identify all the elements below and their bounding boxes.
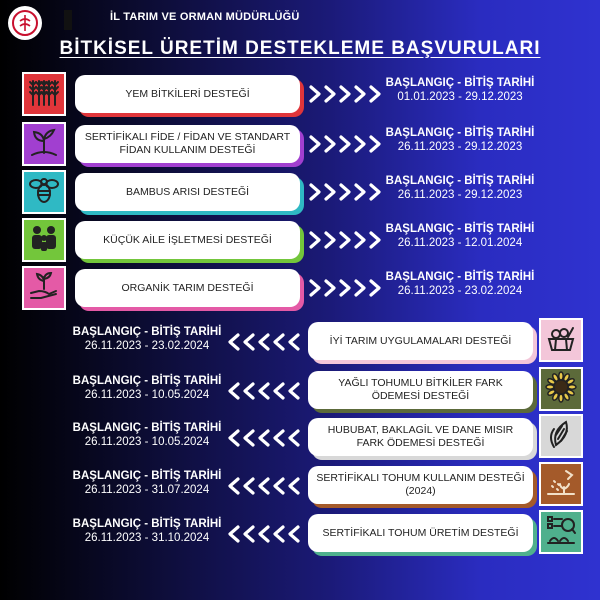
chevron-left-icon [227,428,241,453]
date-range-value: 01.01.2023 - 29.12.2023 [397,91,523,103]
date-range-label: BAŞLANGIÇ - BİTİŞ TARİHİ [72,326,222,338]
date-range-value: 26.11.2023 - 23.02.2024 [84,340,210,352]
support-label: YEM BİTKİLERİ DESTEĞİ [75,75,300,113]
date-range-value: 26.11.2023 - 29.12.2023 [397,189,523,201]
chevrons-right [308,134,382,159]
chevrons-left [227,524,301,549]
support-dates [72,469,222,497]
chevron-left-icon [257,428,271,453]
chevrons-right [308,278,382,303]
seed-checklist-icon [544,513,578,552]
bee-icon [27,173,61,212]
date-range-label: BAŞLANGIÇ - BİTİŞ TARİHİ [385,223,535,235]
chevron-left-icon [227,524,241,549]
support-icon-box [22,218,66,262]
chevrons-right [308,84,382,109]
chevron-left-icon [257,524,271,549]
flag-icon [64,10,72,30]
support-icon-box [539,318,583,362]
chevron-right-icon [323,134,337,159]
chevron-left-icon [227,332,241,357]
support-dates [72,517,222,545]
support-label: YAĞLI TOHUMLU BİTKİLER FARK ÖDEMESİ DESTEĞİ [308,371,533,409]
chevron-left-icon [257,332,271,357]
chevrons-right [308,230,382,255]
chevron-right-icon [308,230,322,255]
date-range-label: BAŞLANGIÇ - BİTİŞ TARİHİ [72,422,222,434]
seedling-icon [27,125,61,164]
chevron-right-icon [353,278,367,303]
chevron-right-icon [323,182,337,207]
hand-plant-icon [27,269,61,308]
chevrons-left [227,332,301,357]
chevron-left-icon [242,524,256,549]
support-label: KÜÇÜK AİLE İŞLETMESİ DESTEĞİ [75,221,300,259]
support-dates [72,421,222,449]
date-range-label: BAŞLANGIÇ - BİTİŞ TARİHİ [385,77,535,89]
chevron-right-icon [338,84,352,109]
chevron-left-icon [242,332,256,357]
date-range-value: 26.11.2023 - 10.05.2024 [84,436,210,448]
support-icon-box [22,122,66,166]
support-icon-box [539,462,583,506]
chevron-right-icon [323,84,337,109]
chevron-right-icon [308,134,322,159]
chevron-right-icon [338,134,352,159]
chevrons-left [227,428,301,453]
support-dates [385,270,535,298]
date-range-value: 26.11.2023 - 31.10.2024 [84,532,210,544]
date-range-label: BAŞLANGIÇ - BİTİŞ TARİHİ [72,518,222,530]
support-dates [385,76,535,104]
chevron-right-icon [323,230,337,255]
chevron-right-icon [308,84,322,109]
chevron-right-icon [338,182,352,207]
date-range-value: 26.11.2023 - 31.07.2024 [84,484,210,496]
support-dates [72,325,222,353]
chevron-right-icon [368,182,382,207]
chevron-left-icon [257,476,271,501]
date-range-value: 26.11.2023 - 29.12.2023 [397,141,523,153]
sowing-icon [544,465,578,504]
support-icon-box [539,414,583,458]
chevrons-left [227,476,301,501]
support-dates [385,174,535,202]
support-label: SERTİFİKALI TOHUM KULLANIM DESTEĞİ (2024) [308,466,533,504]
ministry-name: İL TARIM VE ORMAN MÜDÜRLÜĞÜ [110,11,300,23]
support-dates [385,126,535,154]
chevron-right-icon [353,182,367,207]
chevron-left-icon [242,476,256,501]
chevron-left-icon [287,524,301,549]
chevron-left-icon [272,381,286,406]
chevron-left-icon [242,428,256,453]
date-range-label: BAŞLANGIÇ - BİTİŞ TARİHİ [385,127,535,139]
chevron-left-icon [272,332,286,357]
sunflower-icon [544,370,578,409]
vegetable-basket-icon [544,321,578,360]
chevrons-left [227,381,301,406]
support-icon-box [539,367,583,411]
date-range-value: 26.11.2023 - 12.01.2024 [397,237,523,249]
chevron-left-icon [227,476,241,501]
chevron-right-icon [368,230,382,255]
date-range-label: BAŞLANGIÇ - BİTİŞ TARİHİ [385,175,535,187]
support-label: HUBUBAT, BAKLAGİL VE DANE MISIR FARK ÖDEMESİ DESTEĞİ [308,418,533,456]
chevron-right-icon [338,230,352,255]
corn-icon [544,417,578,456]
chevrons-right [308,182,382,207]
date-range-value: 26.11.2023 - 10.05.2024 [84,389,210,401]
support-dates [385,222,535,250]
chevron-left-icon [227,381,241,406]
support-icon-box [539,510,583,554]
date-range-label: BAŞLANGIÇ - BİTİŞ TARİHİ [385,271,535,283]
chevron-left-icon [287,428,301,453]
wheat-icon [27,75,61,114]
page-title: BİTKİSEL ÜRETİM DESTEKLEME BAŞVURULARI [59,38,541,59]
ministry-logo [8,6,42,40]
chevron-right-icon [308,278,322,303]
support-icon-box [22,170,66,214]
chevron-left-icon [272,524,286,549]
chevron-left-icon [287,332,301,357]
chevron-left-icon [287,476,301,501]
chevron-right-icon [368,134,382,159]
chevron-left-icon [257,381,271,406]
support-label: SERTİFİKALI TOHUM ÜRETİM DESTEĞİ [308,514,533,552]
support-icon-box [22,266,66,310]
chevron-left-icon [242,381,256,406]
date-range-value: 26.11.2023 - 23.02.2024 [397,285,523,297]
chevron-left-icon [272,428,286,453]
chevron-right-icon [368,84,382,109]
chevron-left-icon [272,476,286,501]
support-label: BAMBUS ARISI DESTEĞİ [75,173,300,211]
chevron-left-icon [287,381,301,406]
chevron-right-icon [308,182,322,207]
chevron-right-icon [323,278,337,303]
chevron-right-icon [353,84,367,109]
date-range-label: BAŞLANGIÇ - BİTİŞ TARİHİ [72,470,222,482]
header [0,0,600,64]
support-label: İYİ TARIM UYGULAMALARI DESTEĞİ [308,322,533,360]
support-dates [72,374,222,402]
support-label: SERTİFİKALI FİDE / FİDAN VE STANDART FİDAN KULLANIM DESTEĞİ [75,125,300,163]
chevron-right-icon [353,230,367,255]
chevron-right-icon [353,134,367,159]
date-range-label: BAŞLANGIÇ - BİTİŞ TARİHİ [72,375,222,387]
family-icon [27,221,61,260]
support-label: ORGANİK TARIM DESTEĞİ [75,269,300,307]
support-icon-box [22,72,66,116]
chevron-right-icon [338,278,352,303]
chevron-right-icon [368,278,382,303]
